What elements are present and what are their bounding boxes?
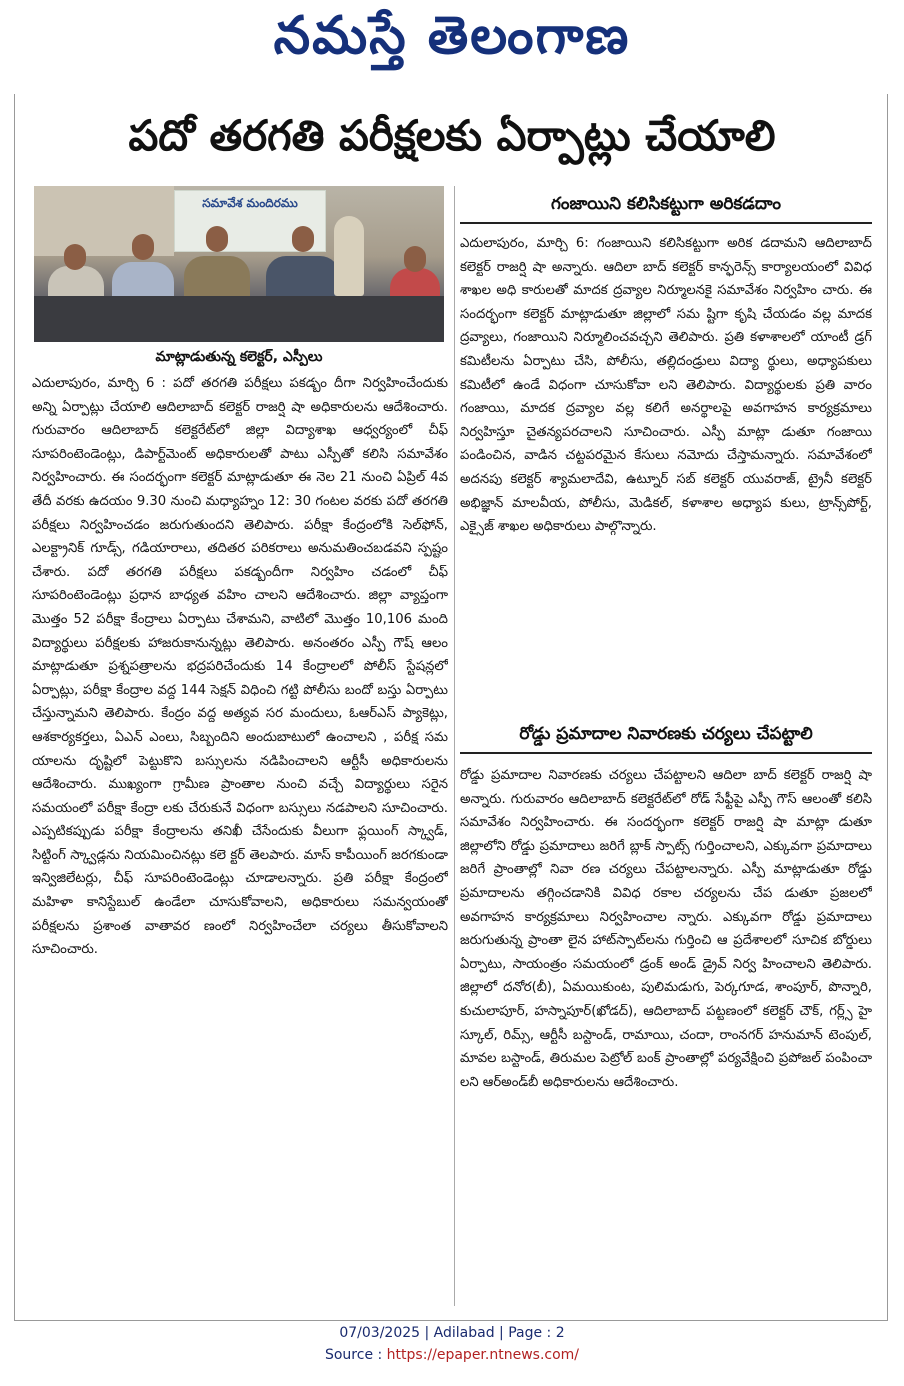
photo-table xyxy=(34,296,444,342)
left-article xyxy=(32,372,448,1302)
photo-caption: మాట్లాడుతున్న కలెక్టర్‌, ఎస్పీలు xyxy=(155,349,323,365)
right-article-2-heading: రోడ్డు ప్రమాదాల నివారణకు చర్యలు చేపట్టాలి xyxy=(460,716,872,754)
photo-person xyxy=(334,216,364,296)
photo-person-head xyxy=(206,226,228,252)
footer-source-line xyxy=(0,1344,904,1366)
right-article-2-body: రోడ్డు ప్రమాదాల నివారణకు చర్యలు చేపట్టాలని ఆదిలా బాద్‌ కలెక్టర్‌ రాజర్షి షా అన్నారు. గురువారం ఆదిలాబాద్‌ కలెక్టరేట్‌లో రోడ్‌ సేఫ్టీపై ఎస్పీ గౌస్‌ ఆలంతో కలిసి సమావేశం నిర్వహించారు. ఈ సందర్భంగా కలెక్టర్‌ రాజర్షి షా మాట్లా డుతూ జిల్లాలోని రోడ్డు ప్రమాదాలు జరిగే బ్లాక్‌ స్పాట్స్‌ గుర్తించాలని, ఎక్కువగా ప్రమాదాలు జరిగే ప్రాంతాల్లో నివా రణ చర్యలు చేపట్టాలన్నారు. ఎస్పీ మాట్లాడుతూ రోడ్డు ప్రమాదాలను తగ్గించడానికి వివిధ రకాల చర్యలను చేప డుతూ ప్రజలలో అవగాహన కార్యక్రమాలు నిర్వహించాల న్నారు. ఎక్కువగా రోడ్డు ప్రమాదాలు జరుగుతున్న ప్రాంతా లైన హాట్‌స్పాట్‌లను గుర్తించి ఆ ప్రదేశాలలో సూచిక బోర్డులు ఏర్పాటు, సాయంత్రం సమయంలో డ్రంక్‌ అండ్‌ డ్రైవ్‌ నిర్వ హించాలని తెలిపారు. జిల్లాలో దనోర(బీ), ఏమయికుంట, పులిమడుగు, పెర్కగూడ, శాంపూర్‌, పొన్నారి, కుచులాపూర్‌, హస్నాపూర్‌(ఖోడద్‌), ఆదిలాబాద్‌ పట్టణంలో కలెక్టర్‌ చౌక్‌, గర్ల్స్‌ హై స్కూల్‌, రిమ్స్‌, ఆర్టీసీ బస్టాండ్‌, రామాయి, చందా, రాంనగర్‌ హనుమాన్‌ టెంపుల్‌, మావల బస్టాండ్‌, తిరుమల పెట్రోల్‌ బంక్‌ ప్రాంతాల్లో పర్యవేక్షించి ప్రపోజల్‌ పంపించా లని ఆర్‌అండ్‌బీ అధికారులను ఆదేశించారు. xyxy=(460,768,872,1090)
masthead xyxy=(0,0,904,84)
photo-person-head xyxy=(132,234,154,260)
right-article-2 xyxy=(460,764,872,1304)
footer-source-link[interactable]: https://epaper.ntnews.com/ xyxy=(386,1347,580,1363)
column-divider xyxy=(454,186,455,1306)
footer-source-label: Source : xyxy=(324,1347,387,1363)
main-headline: పదో తరగతి పరీక్షలకు ఏర్పాట్లు చేయాలి xyxy=(128,111,776,160)
masthead-logo: నమస్తే తెలంగాణ xyxy=(273,5,631,66)
right-article-1-heading: గంజాయిని కలిసికట్టుగా అరికడదాం xyxy=(460,186,872,224)
photo-person-head xyxy=(64,244,86,270)
photo-person-head xyxy=(292,226,314,252)
photo-person-head xyxy=(404,246,426,272)
meeting-photo xyxy=(34,186,444,342)
footer xyxy=(0,1322,904,1366)
left-article-body: ఎదులాపురం, మార్చి 6 : పదో తరగతి పరీక్షలు పకడ్బం దీగా నిర్వహించేందుకు అన్ని ఏర్పాట్లు చేయాలి ఆదిలాబాద్‌ కలెక్టర్‌ రాజర్షి షా అధికారులను ఆదేశించారు. గురువారం ఆదిలాబాద్‌ కలెక్టరేట్‌లో జిల్లా విద్యాశాఖ ఆధ్వర్యంలో చీఫ్‌ సూపరింటెండెంట్లు, డిపార్ట్‌మెంట్‌ అధికారులతో పాటు ఎస్పీతో కలిసి సమావేశం నిర్వహించారు. ఈ సందర్భంగా కలెక్టర్‌ మాట్లాడుతూ ఈ నెల 21 నుంచి ఏప్రిల్‌ 4వ తేదీ వరకు ఉదయం 9.30 నుంచి మధ్యాహ్నం 12: 30 గంటల వరకు పదో తరగతి పరీక్షలు నిర్వహించడం జరుగుతుందని తెలిపారు. పరీక్షా కేంద్రంలోకి సెల్‌ఫోన్‌, ఎలక్ట్రానిక్‌ గూడ్స్‌, గడియారాలు, తదితర పరికరాలు అనుమతించబడవని స్పష్టం చేశారు. పదో తరగతి పరీక్షలు పకడ్బందీగా నిర్వహిం చడంలో చీఫ్‌ సూపరింటెండెంట్లు ప్రధాన బాధ్యత వహిం చాలని ఆదేశించారు. జిల్లా వ్యాప్తంగా మొత్తం 52 పరీక్షా కేంద్రాలు ఏర్పాటు చేశామని, వాటిలో మొత్తం 10,106 మంది విద్యార్థులు పరీక్షలకు హాజరుకానున్నట్లు తెలిపారు. అనంతరం ఎస్పీ గౌష్‌ ఆలం మాట్లాడుతూ ప్రశ్నపత్రాలను భద్రపరిచేందుకు 14 కేంద్రాలలో పోలీస్‌ స్టేషన్లలో ఏర్పాట్లు, పరీక్షా కేంద్రాల వద్ద 144 సెక్షన్‌ విధించి గట్టి పోలీసు బందో బస్తు ఏర్పాటు చేస్తున్నామని తెలిపారు. కేంద్రం వద్ద అత్యవ సర మందులు, ఓఆర్‌ఎస్‌ ప్యాకెట్లు, ఆశకార్యకర్తలు, ఏఎన్‌ ఎంలు, సిబ్బందిని అందుబాటులో ఉంచాలని , పరీక్ష సమ యాలను దృష్టిలో పెట్టుకొని బస్సులను నడిపించాలని ఆర్టీసీ అధికారులను ఆదేశించారు. ముఖ్యంగా గ్రామీణ ప్రాంతాల నుంచి వచ్చే విద్యార్థులు సరైన సమయంలో పరీక్షా కేంద్రా లకు చేరుకునే విధంగా బస్సులు నడపాలని సూచించారు. ఎప్పటికప్పుడు పరీక్షా కేంద్రాలను తనిఖీ చేసేందుకు వీలుగా ఫ్లయింగ్‌ స్క్వాడ్‌, సిట్టింగ్‌ స్క్వాడ్లను నియమించినట్లు కలె క్టర్‌ తెలపారు. మాస్‌ కాపీయింగ్‌ జరగకుండా ఇన్విజిలేటర్లు, చీఫ్‌ సూపరింటెండెంట్లు చూడాలన్నారు. ప్రతి పరీక్షా కేంద్రంలో మహిళా కానిస్టేబుల్‌ ఉండేలా చూసుకోవాలని, అధికారులు సమన్వయంతో పరీక్షలను ప్రశాంత వాతావర ణంలో నిర్వహించేలా చర్యలు తీసుకోవాలని సూచించారు. xyxy=(32,376,448,958)
footer-edition-line: 07/03/2025 | Adilabad | Page : 2 xyxy=(339,1325,565,1341)
right-article-1-body: ఎదులాపురం, మార్చి 6: గంజాయిని కలిసికట్టుగా అరిక డదామని ఆదిలాబాద్‌ కలెక్టర్‌ రాజర్షి షా అన్నారు. ఆదిలా బాద్‌ కలెక్టర్‌ కాన్ఫరెన్స్‌ కార్యాలయంలో వివిధ శాఖల అధి కారులతో మాదక ద్రవ్యాల నిర్మూలనకై సమావేశం నిర్వహిం చారు. ఈ సందర్భంగా కలెక్టర్‌ మాట్లాడుతూ జిల్లాలో సమ ష్టిగా కృషి చేయడం వల్ల మాదక ద్రవ్యాలు, గంజాయిని నిర్మూలించవచ్చని తెలిపారు. ప్రతి కళాశాలలో యాంటీ డ్రగ్‌ కమిటీలను ఏర్పాటు చేసి, పోలీసు, తల్లిదండ్రులు విద్యా ర్థులు, అధ్యాపకులు కమిటీలో ఉండే విధంగా చూసుకోవా లని తెలిపారు. విద్యార్థులకు ప్రతి వారం గంజాయి, మాదక ద్రవ్యాల వల్ల కలిగే అనర్థాలపై అవగాహన కార్యక్రమాలు నిర్వహిస్తూ చైతన్యపరచాలని సూచించారు. ఎస్పీ మాట్లా డుతూ గంజాయి పండించిన, వాడిన చట్టపరమైన కేసులు నమోదు చేస్తామన్నారు. సమావేశంలో అదనపు కలెక్టర్‌ శ్యామలాదేవి, ఉట్నూర్‌ సబ్‌ కలెక్టర్‌ యువరాజ్‌, ట్రైనీ కలెక్టర్‌ అభిజ్ఞాన్‌ మాలవీయ, పోలీసు, మెడికల్‌, కళాశాల అధ్యాప కులు, ట్రాన్స్‌పోర్ట్‌, ఎక్సైజ్‌ శాఖల అధికారులు పాల్గొన్నారు. xyxy=(460,236,872,535)
photo-banner: సమావేశ మందిరము xyxy=(174,190,326,252)
right-article-1 xyxy=(460,232,872,702)
